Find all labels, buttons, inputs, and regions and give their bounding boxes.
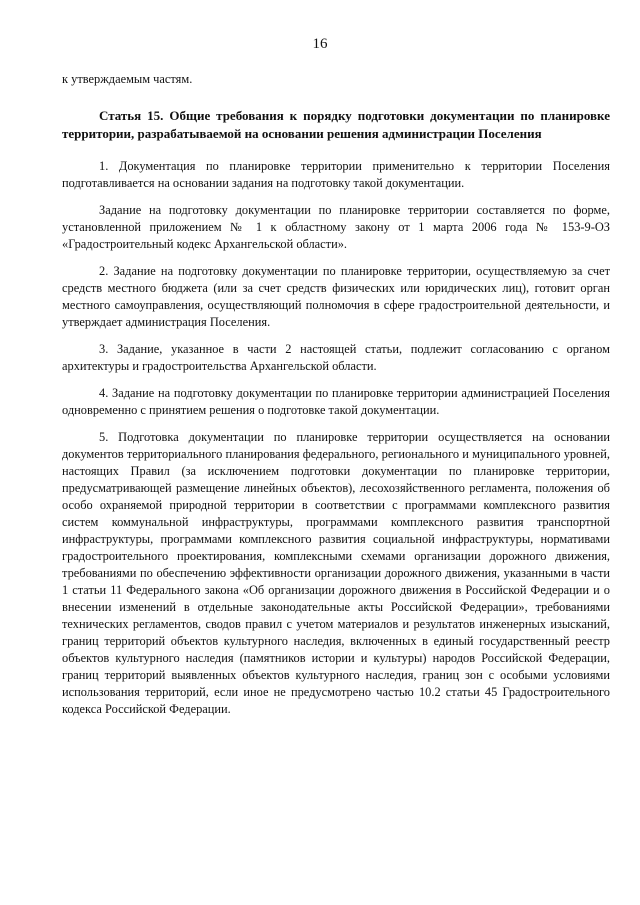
paragraph-2: 2. Задание на подготовку документации по планировке территории, осуществляемую за счет средств местного бюджета (или за счет средств физических или юридических лиц), готовит орган местного самоуправления, осуществляющий полномочия в сфере градостроительной деятельности, и утверждает администрация Поселения. (62, 264, 610, 329)
paragraph-3: 3. Задание, указанное в части 2 настоящей статьи, подлежит согласованию с органом архитектуры и градостроительства Архангельской области. (62, 342, 610, 373)
paragraph-1-continued: Задание на подготовку документации по планировке территории составляется по форме, установленной приложением № 1 к областному закону от 1 марта 2006 года № 153-9-ОЗ «Градостроительный кодекс Архангельской области». (62, 203, 610, 251)
paragraph-5: 5. Подготовка документации по планировке территории осуществляется на основании документов территориального планирования федерального, регионального и муниципального уровней, настоящих Правил (за исключением подготовки документации по планировке территории, предусматривающей размещение линейных объектов), лесохозяйственного регламента, положения об особо охраняемой природной территории в соответствии с программами комплексного развития систем коммунальной инфраструктуры, программами комплексного развития транспортной инфраструктуры, программами комплексного развития социальной инфраструктуры, нормативами градостроительного проектирования, комплексными схемами организации дорожного движения, требованиями по обеспечению эффективности организации дорожного движения, указанными в части 1 статьи 11 Федерального закона «Об организации дорожного движения в Российской Федерации и о внесении изменений в отдельные законодательные акты Российской Федерации», требованиями технических регламентов, сводов правил с учетом материалов и результатов инженерных изысканий, границ территорий объектов культурного наследия, включенных в единый государственный реестр объектов культурного наследия (памятников истории и культуры) народов Российской Федерации, границ территорий выявленных объектов культурного наследия, границ зон с особыми условиями использования территорий, если иное не предусмотрено частью 10.2 статьи 45 Градостроительного кодекса Российской Федерации. (62, 430, 610, 716)
continuation-text: к утверждаемым частям. (62, 72, 193, 86)
article-heading: Статья 15. Общие требования к порядку подготовки документации по планировке территории, разрабатываемой на основании решения администрации Поселения (62, 108, 610, 141)
page-number: 16 (312, 36, 328, 52)
paragraph-1: 1. Документация по планировке территории применительно к территории Поселения подготавливается на основании задания на подготовку такой документации. (62, 159, 610, 190)
document-body (62, 71, 610, 718)
paragraph-4: 4. Задание на подготовку документации по планировке территории администрацией Поселения одновременно с принятием решения о подготовке такой документации. (62, 386, 610, 417)
